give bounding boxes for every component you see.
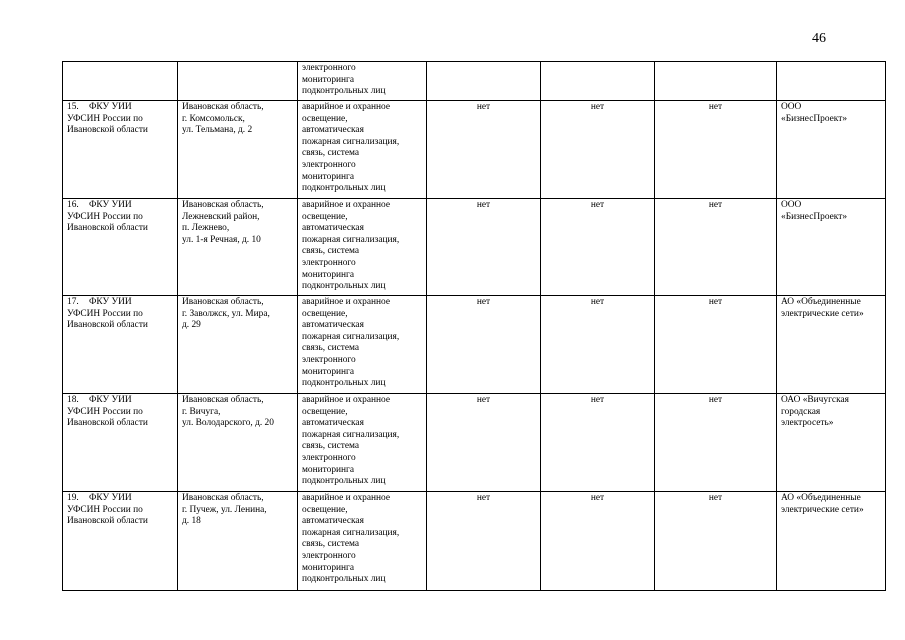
systems-line: пожарная сигнализация, bbox=[302, 234, 400, 245]
table-row bbox=[63, 394, 886, 492]
cell-col6 bbox=[655, 62, 777, 101]
address-line: д. 18 bbox=[182, 516, 201, 527]
cell-col5 bbox=[541, 394, 655, 492]
systems-line: связь, система bbox=[302, 148, 360, 159]
institution-name: ФКУ УИИ bbox=[89, 297, 132, 307]
status-value: нет bbox=[590, 200, 605, 210]
status-value: нет bbox=[590, 493, 605, 503]
institution-line: УФСИН России по bbox=[67, 308, 143, 319]
row-number: 15. bbox=[67, 102, 79, 112]
institution-line: УФСИН России по bbox=[67, 406, 143, 417]
page-number: 46 bbox=[812, 31, 826, 46]
organization-line: АО «Объединенные bbox=[781, 493, 861, 503]
systems-line: освещение, bbox=[302, 308, 348, 319]
systems-line: освещение, bbox=[302, 406, 348, 417]
cell-address bbox=[178, 199, 298, 296]
institution-line bbox=[67, 395, 173, 407]
systems-line: подконтрольных лиц bbox=[302, 183, 386, 194]
address-line: Ивановская область, bbox=[182, 297, 264, 307]
institution-line: Ивановской области bbox=[67, 418, 148, 429]
row-number: 18. bbox=[67, 395, 79, 405]
institution-line: Ивановской области bbox=[67, 320, 148, 331]
systems-line: автоматическая bbox=[302, 418, 364, 429]
systems-line: пожарная сигнализация, bbox=[302, 136, 400, 147]
cell-col4 bbox=[427, 199, 541, 296]
cell-col5 bbox=[541, 199, 655, 296]
status-value: нет bbox=[476, 102, 491, 112]
institution-line: Ивановской области bbox=[67, 125, 148, 136]
institution-line: УФСИН России по bbox=[67, 504, 143, 515]
cell-organization bbox=[777, 492, 886, 591]
cell-col5 bbox=[541, 101, 655, 199]
cell-address bbox=[178, 101, 298, 199]
organization-line: «БизнесПроект» bbox=[781, 211, 848, 222]
systems-line: мониторинга bbox=[302, 171, 355, 182]
cell-col6 bbox=[655, 394, 777, 492]
systems-line: автоматическая bbox=[302, 223, 364, 234]
systems-line: аварийное и охранное bbox=[302, 200, 391, 210]
address-line: Ивановская область, bbox=[182, 102, 264, 112]
cell-systems bbox=[298, 199, 427, 296]
address-line: ул. Тельмана, д. 2 bbox=[182, 125, 253, 136]
cell-institution bbox=[63, 394, 178, 492]
status-value: нет bbox=[590, 395, 605, 405]
organization-line: ООО bbox=[781, 200, 802, 210]
systems-line: освещение, bbox=[302, 504, 348, 515]
status-value: нет bbox=[708, 297, 723, 307]
systems-line: автоматическая bbox=[302, 125, 364, 136]
cell-address bbox=[178, 394, 298, 492]
continuation-row bbox=[63, 62, 886, 101]
cell-institution bbox=[63, 296, 178, 394]
cell-institution bbox=[63, 199, 178, 296]
systems-line: аварийное и охранное bbox=[302, 297, 391, 307]
cell-systems bbox=[298, 62, 427, 101]
organization-line: АО «Объединенные bbox=[781, 297, 861, 307]
organization-line: городская bbox=[781, 406, 821, 417]
cell-institution bbox=[63, 62, 178, 101]
institution-name: ФКУ УИИ bbox=[89, 102, 132, 112]
cell-col4 bbox=[427, 492, 541, 591]
address-line: ул. Володарского, д. 20 bbox=[182, 418, 274, 429]
institution-name: ФКУ УИИ bbox=[89, 493, 132, 503]
systems-line: электронного bbox=[302, 354, 356, 365]
systems-line: электронного bbox=[302, 257, 356, 268]
address-line: д. 29 bbox=[182, 320, 201, 331]
cell-systems bbox=[298, 492, 427, 591]
address-line: г. Вичуга, bbox=[182, 406, 221, 417]
table-row bbox=[63, 101, 886, 199]
row-number: 19. bbox=[67, 493, 79, 503]
address-line: ул. 1-я Речная, д. 10 bbox=[182, 234, 261, 245]
cell-address bbox=[178, 62, 298, 101]
systems-line: пожарная сигнализация, bbox=[302, 429, 400, 440]
address-line: г. Комсомольск, bbox=[182, 113, 245, 124]
systems-line: мониторинга bbox=[302, 562, 355, 573]
systems-line: аварийное и охранное bbox=[302, 493, 391, 503]
institution-line bbox=[67, 493, 173, 505]
systems-line: подконтрольных лиц bbox=[302, 86, 386, 97]
cell-organization bbox=[777, 62, 886, 101]
cell-institution bbox=[63, 492, 178, 591]
systems-line: связь, система bbox=[302, 343, 360, 354]
organization-line: электросеть» bbox=[781, 418, 834, 429]
cell-address bbox=[178, 296, 298, 394]
address-line: Лежневский район, bbox=[182, 211, 260, 222]
cell-col6 bbox=[655, 296, 777, 394]
systems-line: пожарная сигнализация, bbox=[302, 527, 400, 538]
systems-line: мониторинга bbox=[302, 366, 355, 377]
systems-line: связь, система bbox=[302, 539, 360, 550]
cell-col5 bbox=[541, 62, 655, 101]
address-line: Ивановская область, bbox=[182, 493, 264, 503]
organization-line: «БизнесПроект» bbox=[781, 113, 848, 124]
institution-line bbox=[67, 200, 173, 212]
organization-line: электрические сети» bbox=[781, 504, 864, 515]
systems-line: связь, система bbox=[302, 441, 360, 452]
systems-line: аварийное и охранное bbox=[302, 102, 391, 112]
cell-systems bbox=[298, 101, 427, 199]
systems-line: автоматическая bbox=[302, 516, 364, 527]
cell-institution bbox=[63, 101, 178, 199]
cell-organization bbox=[777, 199, 886, 296]
cell-col4 bbox=[427, 62, 541, 101]
status-value: нет bbox=[476, 493, 491, 503]
status-value: нет bbox=[708, 395, 723, 405]
institution-line bbox=[67, 297, 173, 309]
status-value: нет bbox=[476, 395, 491, 405]
systems-line: аварийное и охранное bbox=[302, 395, 391, 405]
address-line: г. Заволжск, ул. Мира, bbox=[182, 308, 270, 319]
cell-col6 bbox=[655, 101, 777, 199]
systems-line: автоматическая bbox=[302, 320, 364, 331]
cell-organization bbox=[777, 101, 886, 199]
systems-line: электронного bbox=[302, 452, 356, 463]
systems-line: связь, система bbox=[302, 246, 360, 257]
table-row bbox=[63, 296, 886, 394]
systems-line: мониторинга bbox=[302, 269, 355, 280]
status-value: нет bbox=[476, 297, 491, 307]
status-value: нет bbox=[708, 200, 723, 210]
table-row bbox=[63, 492, 886, 591]
table-row bbox=[63, 199, 886, 296]
organization-line: ОАО «Вичугская bbox=[781, 395, 849, 405]
cell-organization bbox=[777, 394, 886, 492]
cell-address bbox=[178, 492, 298, 591]
cell-col5 bbox=[541, 296, 655, 394]
status-value: нет bbox=[708, 102, 723, 112]
cell-col6 bbox=[655, 199, 777, 296]
systems-line: подконтрольных лиц bbox=[302, 476, 386, 487]
systems-line: электронного bbox=[302, 550, 356, 561]
systems-line: подконтрольных лиц bbox=[302, 574, 386, 585]
systems-line: освещение, bbox=[302, 211, 348, 222]
row-number: 16. bbox=[67, 200, 79, 210]
status-value: нет bbox=[590, 297, 605, 307]
cell-col4 bbox=[427, 101, 541, 199]
cell-organization bbox=[777, 296, 886, 394]
systems-line: подконтрольных лиц bbox=[302, 281, 386, 292]
cell-systems bbox=[298, 394, 427, 492]
cell-col4 bbox=[427, 296, 541, 394]
systems-line: мониторинга bbox=[302, 74, 355, 85]
address-line: Ивановская область, bbox=[182, 200, 264, 210]
status-value: нет bbox=[590, 102, 605, 112]
institution-line: УФСИН России по bbox=[67, 211, 143, 222]
systems-line: подконтрольных лиц bbox=[302, 378, 386, 389]
address-line: г. Пучеж, ул. Ленина, bbox=[182, 504, 267, 515]
cell-systems bbox=[298, 296, 427, 394]
systems-line: мониторинга bbox=[302, 464, 355, 475]
status-value: нет bbox=[476, 200, 491, 210]
facilities-table bbox=[62, 61, 886, 591]
institution-line: Ивановской области bbox=[67, 516, 148, 527]
systems-line: освещение, bbox=[302, 113, 348, 124]
institution-line bbox=[67, 102, 173, 114]
row-number: 17. bbox=[67, 297, 79, 307]
address-line: Ивановская область, bbox=[182, 395, 264, 405]
systems-line: электронного bbox=[302, 63, 356, 73]
systems-line: электронного bbox=[302, 159, 356, 170]
cell-col4 bbox=[427, 394, 541, 492]
cell-col5 bbox=[541, 492, 655, 591]
institution-name: ФКУ УИИ bbox=[89, 395, 132, 405]
address-line: п. Лежнево, bbox=[182, 223, 230, 234]
institution-line: Ивановской области bbox=[67, 223, 148, 234]
systems-line: пожарная сигнализация, bbox=[302, 331, 400, 342]
institution-line: УФСИН России по bbox=[67, 113, 143, 124]
cell-col6 bbox=[655, 492, 777, 591]
status-value: нет bbox=[708, 493, 723, 503]
institution-name: ФКУ УИИ bbox=[89, 200, 132, 210]
organization-line: электрические сети» bbox=[781, 308, 864, 319]
organization-line: ООО bbox=[781, 102, 802, 112]
